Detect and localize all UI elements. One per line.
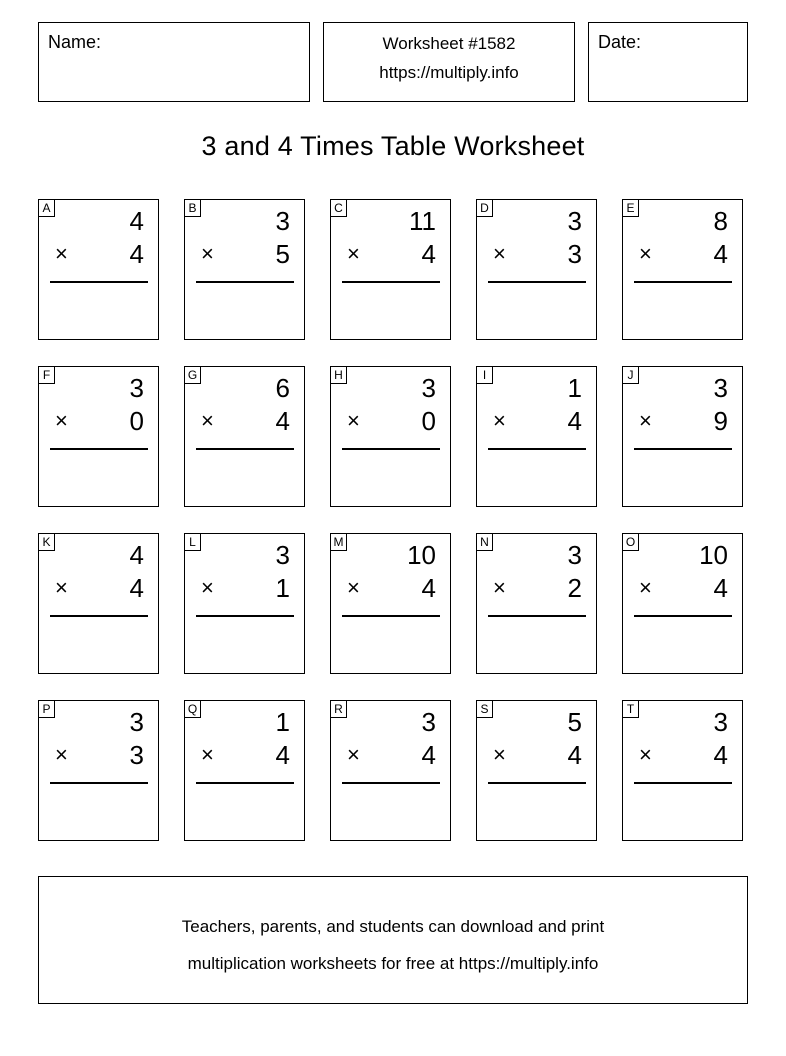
operand-top: 4 bbox=[129, 540, 144, 570]
problem-cell[interactable] bbox=[622, 199, 743, 340]
operand-top: 8 bbox=[713, 206, 728, 236]
operand-top: 3 bbox=[567, 540, 582, 570]
operand-row bbox=[487, 742, 582, 774]
answer-rule bbox=[488, 281, 586, 283]
operand-row bbox=[341, 408, 436, 440]
problem-cell[interactable] bbox=[330, 533, 451, 674]
operand-bottom: 4 bbox=[567, 406, 582, 436]
multiply-icon: × bbox=[639, 575, 652, 600]
multiply-icon: × bbox=[55, 575, 68, 600]
operand-bottom: 4 bbox=[129, 239, 144, 269]
multiply-icon: × bbox=[201, 241, 214, 266]
operand-row bbox=[487, 241, 582, 273]
problem-tag: T bbox=[622, 700, 639, 718]
operand-bottom: 4 bbox=[275, 740, 290, 770]
problem-tag: R bbox=[330, 700, 347, 718]
multiply-icon: × bbox=[55, 742, 68, 767]
operand-bottom: 2 bbox=[567, 573, 582, 603]
problem-tag: F bbox=[38, 366, 55, 384]
operand-top: 6 bbox=[275, 373, 290, 403]
operand-row bbox=[195, 575, 290, 607]
footer-line-1: Teachers, parents, and students can download and print bbox=[181, 917, 605, 936]
problem-tag: I bbox=[476, 366, 493, 384]
problem-cell[interactable] bbox=[330, 366, 451, 507]
date-field-box[interactable] bbox=[588, 22, 748, 102]
problem-cell[interactable] bbox=[330, 199, 451, 340]
name-label: Name: bbox=[48, 32, 102, 52]
answer-rule bbox=[342, 782, 440, 784]
problem-tag: H bbox=[330, 366, 347, 384]
date-label: Date: bbox=[598, 32, 642, 52]
worksheet-info-box bbox=[323, 22, 575, 102]
problem-cell[interactable] bbox=[476, 199, 597, 340]
problem-tag: S bbox=[476, 700, 493, 718]
footer-line-2: multiplication worksheets for free at https://multiply.info bbox=[187, 954, 599, 973]
answer-rule bbox=[196, 615, 294, 617]
operand-top: 10 bbox=[699, 540, 728, 570]
footer-box bbox=[38, 876, 748, 1004]
problem-tag: P bbox=[38, 700, 55, 718]
answer-rule bbox=[196, 448, 294, 450]
operand-top: 3 bbox=[275, 206, 290, 236]
problem-cell[interactable] bbox=[38, 700, 159, 841]
answer-rule bbox=[488, 615, 586, 617]
operand-top: 3 bbox=[129, 373, 144, 403]
answer-rule bbox=[50, 448, 148, 450]
operand-row bbox=[487, 575, 582, 607]
problem-row bbox=[38, 700, 750, 841]
multiply-icon: × bbox=[55, 408, 68, 433]
problem-row bbox=[38, 199, 750, 340]
operand-bottom: 0 bbox=[421, 406, 436, 436]
operand-bottom: 4 bbox=[713, 239, 728, 269]
problem-tag: N bbox=[476, 533, 493, 551]
operand-row bbox=[487, 408, 582, 440]
operand-top: 5 bbox=[567, 707, 582, 737]
operand-top: 3 bbox=[713, 373, 728, 403]
multiply-icon: × bbox=[347, 575, 360, 600]
operand-row bbox=[195, 742, 290, 774]
problem-cell[interactable] bbox=[476, 533, 597, 674]
answer-rule bbox=[196, 281, 294, 283]
answer-rule bbox=[50, 615, 148, 617]
problem-tag: G bbox=[184, 366, 201, 384]
problem-cell[interactable] bbox=[330, 700, 451, 841]
operand-top: 1 bbox=[275, 707, 290, 737]
problem-row bbox=[38, 533, 750, 674]
operand-bottom: 5 bbox=[275, 239, 290, 269]
operand-top: 1 bbox=[567, 373, 582, 403]
worksheet-number: Worksheet #1582 bbox=[382, 34, 516, 53]
multiply-icon: × bbox=[55, 241, 68, 266]
operand-row bbox=[49, 742, 144, 774]
operand-top: 10 bbox=[407, 540, 436, 570]
answer-rule bbox=[50, 281, 148, 283]
multiply-icon: × bbox=[201, 575, 214, 600]
answer-rule bbox=[196, 782, 294, 784]
operand-bottom: 3 bbox=[567, 239, 582, 269]
problem-tag: M bbox=[330, 533, 347, 551]
problem-tag: J bbox=[622, 366, 639, 384]
problem-tag: Q bbox=[184, 700, 201, 718]
operand-row bbox=[633, 241, 728, 273]
problem-tag: B bbox=[184, 199, 201, 217]
multiply-icon: × bbox=[347, 241, 360, 266]
operand-top: 3 bbox=[129, 707, 144, 737]
answer-rule bbox=[634, 782, 732, 784]
problem-cell[interactable] bbox=[622, 366, 743, 507]
operand-row bbox=[633, 575, 728, 607]
multiply-icon: × bbox=[347, 742, 360, 767]
answer-rule bbox=[634, 615, 732, 617]
multiply-icon: × bbox=[347, 408, 360, 433]
answer-rule bbox=[488, 448, 586, 450]
problem-cell[interactable] bbox=[476, 366, 597, 507]
problem-tag: O bbox=[622, 533, 639, 551]
multiply-icon: × bbox=[493, 241, 506, 266]
problem-tag: K bbox=[38, 533, 55, 551]
operand-bottom: 9 bbox=[713, 406, 728, 436]
operand-row bbox=[633, 742, 728, 774]
problem-tag: A bbox=[38, 199, 55, 217]
operand-row bbox=[195, 408, 290, 440]
operand-bottom: 4 bbox=[421, 239, 436, 269]
answer-rule bbox=[488, 782, 586, 784]
answer-rule bbox=[342, 281, 440, 283]
site-url: https://multiply.info bbox=[379, 63, 519, 82]
operand-row bbox=[341, 241, 436, 273]
problem-cell[interactable] bbox=[622, 533, 743, 674]
problem-tag: C bbox=[330, 199, 347, 217]
operand-row bbox=[633, 408, 728, 440]
operand-row bbox=[341, 575, 436, 607]
operand-top: 3 bbox=[421, 373, 436, 403]
multiply-icon: × bbox=[201, 742, 214, 767]
operand-bottom: 4 bbox=[713, 740, 728, 770]
problem-cell[interactable] bbox=[476, 700, 597, 841]
problem-cell[interactable] bbox=[622, 700, 743, 841]
operand-top: 3 bbox=[567, 206, 582, 236]
answer-rule bbox=[50, 782, 148, 784]
operand-bottom: 4 bbox=[129, 573, 144, 603]
operand-row bbox=[195, 241, 290, 273]
problem-tag: L bbox=[184, 533, 201, 551]
operand-top: 11 bbox=[409, 206, 436, 236]
page-title: 3 and 4 Times Table Worksheet bbox=[201, 131, 585, 161]
answer-rule bbox=[634, 448, 732, 450]
operand-bottom: 4 bbox=[275, 406, 290, 436]
problem-tag: D bbox=[476, 199, 493, 217]
problem-tag: E bbox=[622, 199, 639, 217]
operand-bottom: 4 bbox=[713, 573, 728, 603]
problem-cell[interactable] bbox=[38, 366, 159, 507]
multiply-icon: × bbox=[639, 241, 652, 266]
operand-top: 3 bbox=[421, 707, 436, 737]
multiply-icon: × bbox=[639, 742, 652, 767]
operand-row bbox=[49, 408, 144, 440]
operand-top: 3 bbox=[713, 707, 728, 737]
name-field-box[interactable] bbox=[38, 22, 310, 102]
answer-rule bbox=[634, 281, 732, 283]
problem-cell[interactable] bbox=[184, 366, 305, 507]
answer-rule bbox=[342, 615, 440, 617]
operand-top: 4 bbox=[129, 206, 144, 236]
problem-row bbox=[38, 366, 750, 507]
operand-bottom: 3 bbox=[129, 740, 144, 770]
operand-bottom: 0 bbox=[129, 406, 144, 436]
problem-cell[interactable] bbox=[184, 533, 305, 674]
operand-bottom: 4 bbox=[567, 740, 582, 770]
problem-cell[interactable] bbox=[38, 533, 159, 674]
multiply-icon: × bbox=[493, 408, 506, 433]
operand-top: 3 bbox=[275, 540, 290, 570]
multiply-icon: × bbox=[493, 742, 506, 767]
problem-cell[interactable] bbox=[184, 199, 305, 340]
operand-row bbox=[341, 742, 436, 774]
operand-row bbox=[49, 241, 144, 273]
multiply-icon: × bbox=[639, 408, 652, 433]
operand-bottom: 1 bbox=[275, 573, 290, 603]
operand-bottom: 4 bbox=[421, 740, 436, 770]
answer-rule bbox=[342, 448, 440, 450]
header-row bbox=[38, 22, 748, 102]
multiply-icon: × bbox=[201, 408, 214, 433]
problem-grid bbox=[38, 199, 750, 867]
operand-row bbox=[49, 575, 144, 607]
problem-cell[interactable] bbox=[184, 700, 305, 841]
operand-bottom: 4 bbox=[421, 573, 436, 603]
multiply-icon: × bbox=[493, 575, 506, 600]
problem-cell[interactable] bbox=[38, 199, 159, 340]
